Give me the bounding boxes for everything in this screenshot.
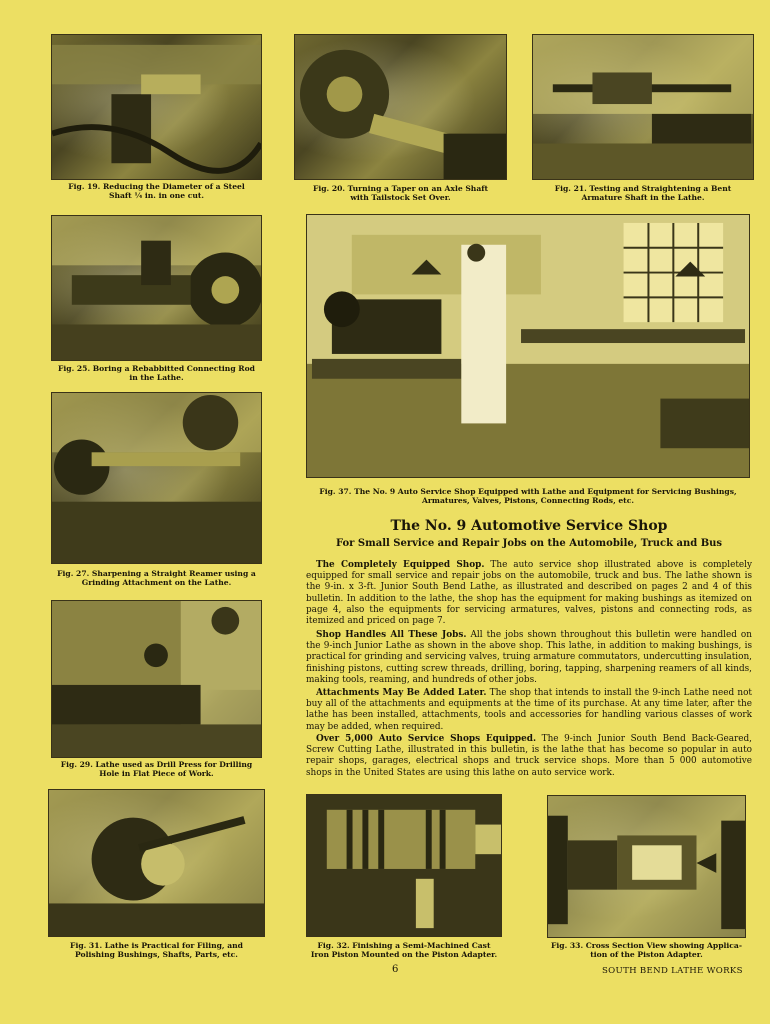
paragraph-body: The auto service shop illustrated above is completely equipped for small service and repair jobs on the automobile, truck and bus. The lathe shown is the 9-in. x 3-ft. Junior South Bend Lathe, as illustrated and described on pages 2 and 4 of this bulletin. In addition to the lathe, the shop has the equipment for making bushings as itemized on page 4, also the equipments for servicing armatures, valves, pistons and connecting rods, as itemized and priced on page 7.: [306, 560, 753, 627]
paragraph-attachments: [306, 688, 752, 733]
fig27-caption: Fig. 27. Sharpening a Straight Reamer using a Grinding Attachment on the Lathe.: [57, 569, 256, 587]
paragraph-heading: Over 5,000 Auto Service Shops Equipped.: [316, 734, 537, 744]
fig33-caption: Fig. 33. Cross Section View showing Applica- tion of the Piston Adapter.: [551, 941, 742, 959]
paragraph-completely-equipped: [306, 560, 752, 627]
footer-company: SOUTH BEND LATHE WORKS: [602, 966, 743, 976]
fig21-caption: Fig. 21. Testing and Straightening a Bent Armature Shaft in the Lathe.: [554, 184, 732, 202]
fig31-photo: [48, 789, 265, 937]
fig20-caption: Fig. 20. Turning a Taper on an Axle Shaft with Tailstock Set Over.: [312, 184, 489, 202]
fig32-photo: [306, 794, 502, 937]
fig25-caption: Fig. 25. Boring a Rebabbitted Connecting Rod in the Lathe.: [58, 364, 255, 382]
section-subtitle: For Small Service and Repair Jobs on the Automobile, Truck and Bus: [335, 538, 723, 549]
fig25-photo: [51, 215, 262, 361]
paragraph-shop-handles-jobs: [306, 630, 752, 686]
fig37-photo: [306, 214, 750, 478]
paragraph-over-5000-shops: [306, 734, 752, 779]
fig37-caption: Fig. 37. The No. 9 Auto Service Shop Equipped with Lathe and Equipment for Servicing Bushings, Armatures, Valves, Pistons, Connecting Rods, etc.: [319, 487, 737, 505]
fig27-photo: [51, 392, 262, 564]
paragraph-body: The shop that intends to install the 9-inch Lathe need not buy all of the attachments and equipments at the time of its purchase. At any time later, after the lathe has been installed, attachments, tools and accessories for handling various classes of work may be added, when required.: [306, 688, 752, 732]
paragraph-heading: Shop Handles All These Jobs.: [316, 630, 467, 640]
fig20-photo: [294, 34, 507, 180]
section-title: The No. 9 Automotive Service Shop: [390, 518, 668, 534]
paragraph-heading: The Completely Equipped Shop.: [316, 560, 485, 570]
fig29-caption: Fig. 29. Lathe used as Drill Press for Drilling Hole in Flat Piece of Work.: [60, 760, 253, 778]
fig32-caption: Fig. 32. Finishing a Semi-Machined Cast Iron Piston Mounted on the Piston Adapter.: [310, 941, 498, 959]
page-number: 6: [392, 964, 399, 975]
paragraph-body: The 9-inch Junior South Bend Back-Geared, Screw Cutting Lathe, illustrated in this bulletin, is the lathe that has become so popular in auto repair shops, garages, electrical shops and truck service shops. More than 5 000 automotive shops in the United States are using this lathe on auto service work.: [306, 734, 753, 778]
fig21-photo: [532, 34, 754, 180]
fig29-photo: [51, 600, 262, 758]
paragraph-body: All the jobs shown throughout this bulletin were handled on the 9-inch Junior Lathe as shown in the above shop. This lathe, in addition to making bushings, is practical for grinding and servicing valves, truing armature commutators, undercutting insulation, finishing pistons, cutting screw threads, drilling, boring, tapping, sharpening reamers of all kinds, making tools, reaming, and hundreds of other jobs.: [306, 630, 752, 685]
fig31-caption: Fig. 31. Lathe is Practical for Filing, and Polishing Bushings, Shafts, Parts, etc.: [70, 941, 243, 959]
fig33-photo: [547, 795, 746, 938]
fig19-photo: [51, 34, 262, 180]
paragraph-heading: Attachments May Be Added Later.: [316, 688, 487, 698]
fig19-caption: Fig. 19. Reducing the Diameter of a Steel Shaft ¼ in. in one cut.: [68, 182, 245, 200]
